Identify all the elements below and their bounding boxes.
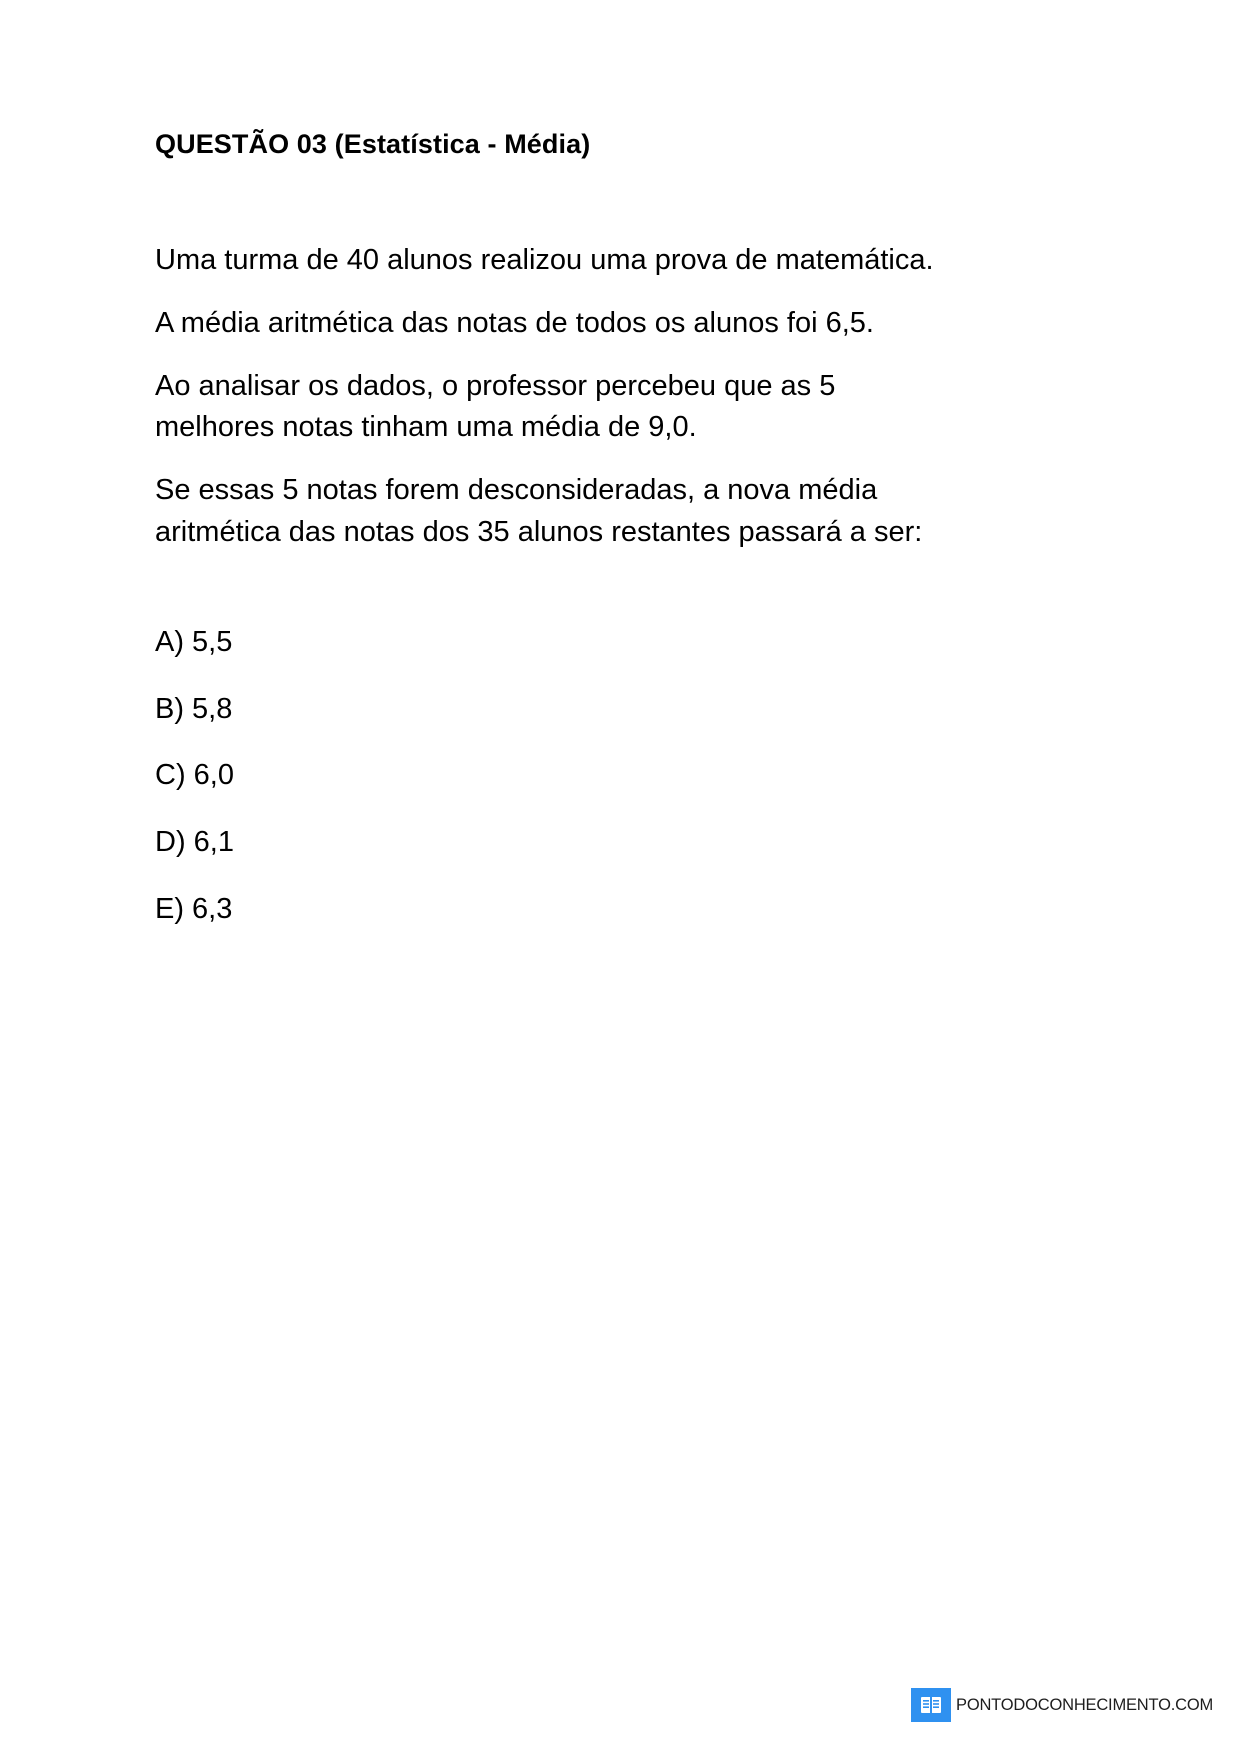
statement-paragraph-4: Se essas 5 notas forem desconsideradas, a nova média aritmética das notas dos 35 alunos restantes passará a ser: <box>155 474 923 548</box>
question-content <box>155 128 1105 927</box>
answer-option-b[interactable]: B) 5,8 <box>155 692 233 725</box>
answer-options <box>155 625 1105 927</box>
question-statement <box>155 240 1105 553</box>
statement-paragraph-3: Ao analisar os dados, o professor percebeu que as 5 melhores notas tinham uma média de 9,0. <box>155 370 836 444</box>
watermark-label: PONTODOCONHECIMENTO.COM <box>956 1695 1213 1714</box>
statement-paragraph-1: Uma turma de 40 alunos realizou uma prova de matemática. <box>155 243 934 276</box>
answer-option-d[interactable]: D) 6,1 <box>155 826 234 859</box>
footer-watermark <box>911 1688 1213 1722</box>
statement-paragraph-2: A média aritmética das notas de todos os alunos foi 6,5. <box>155 306 874 339</box>
question-title: QUESTÃO 03 (Estatística - Média) <box>155 129 591 159</box>
book-icon <box>919 1694 943 1716</box>
answer-option-c[interactable]: C) 6,0 <box>155 759 234 792</box>
answer-option-a[interactable]: A) 5,5 <box>155 625 233 658</box>
answer-option-e[interactable]: E) 6,3 <box>155 892 233 925</box>
watermark-badge <box>911 1688 951 1722</box>
